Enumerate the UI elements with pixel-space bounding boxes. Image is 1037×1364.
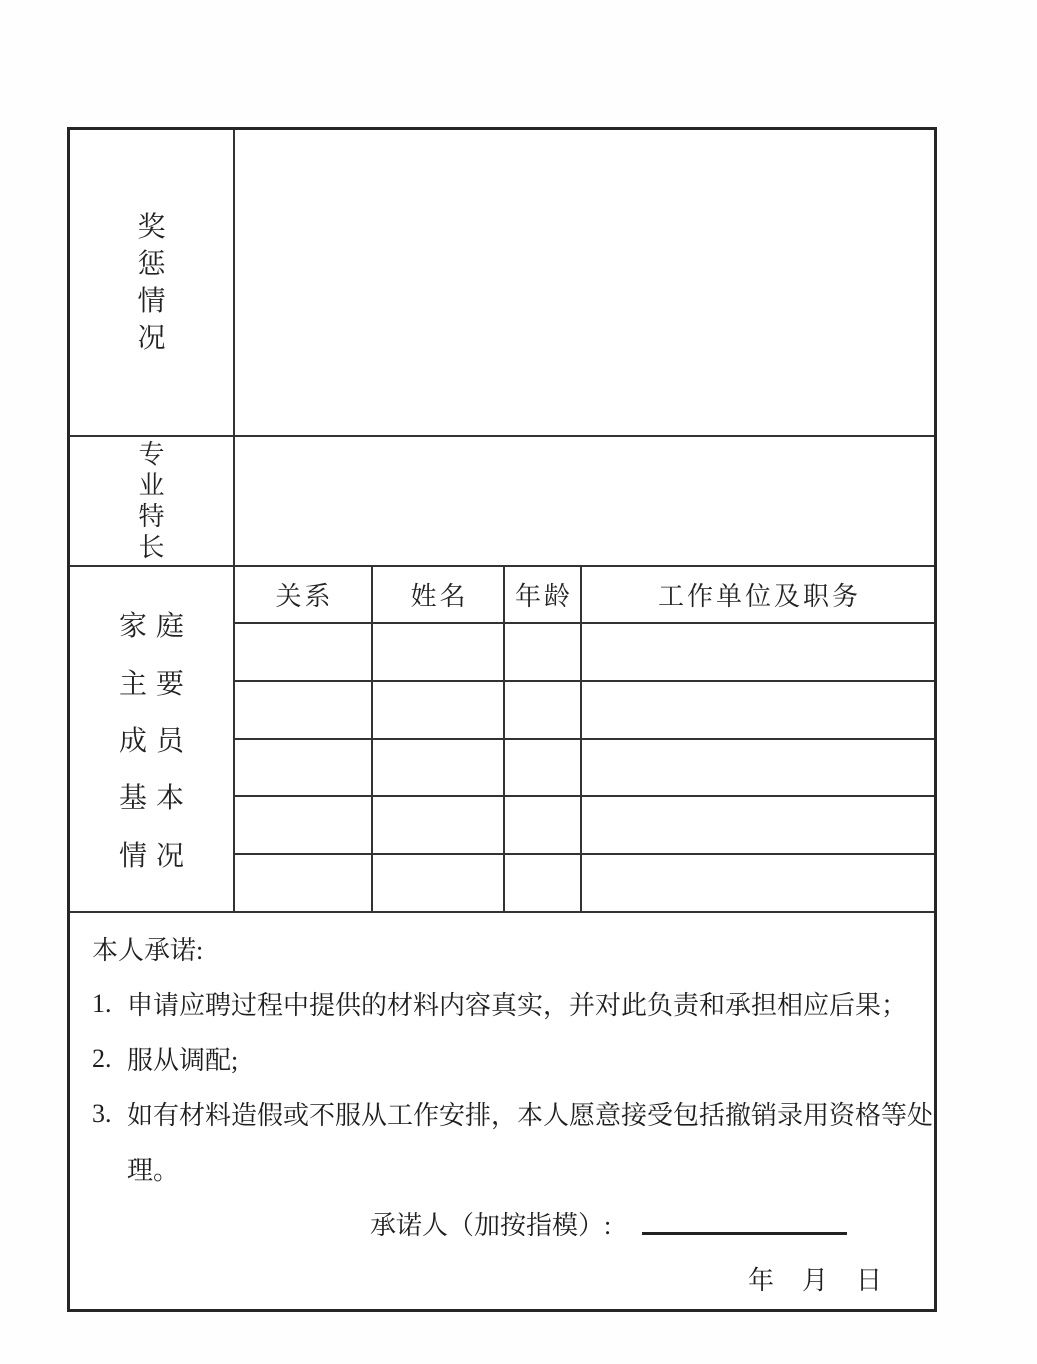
signer-label: 承诺人（加按指模）: xyxy=(370,1211,612,1240)
specialty-label-cell xyxy=(70,437,235,565)
family-label-line: 成员 xyxy=(118,725,193,757)
commitment-item-1 xyxy=(92,976,912,1031)
cell-age xyxy=(505,740,582,796)
cell-relation xyxy=(235,682,373,738)
specialty-label-char: 专 xyxy=(138,440,165,469)
family-table-row xyxy=(235,853,934,911)
family-table-header-row xyxy=(235,567,934,624)
item-number: 1. xyxy=(92,988,112,1018)
cell-name xyxy=(373,624,505,680)
rewards-label-char: 奖 xyxy=(137,211,166,243)
cell-relation xyxy=(235,855,373,911)
signature-blank-line xyxy=(642,1213,847,1235)
item-text: 如有材料造假或不服从工作安排，本人愿意接受包括撤销录用资格等处 xyxy=(127,1101,934,1130)
month-label: 月 xyxy=(801,1266,828,1295)
item-number: 2. xyxy=(92,1043,112,1073)
cell-relation xyxy=(235,624,373,680)
item-text: 服从调配; xyxy=(127,1046,239,1075)
item-number: 3. xyxy=(92,1098,112,1128)
cell-name xyxy=(373,740,505,796)
header-workunit: 工作单位及职务 xyxy=(657,582,861,611)
signer-line xyxy=(370,1196,912,1251)
rewards-label-char: 惩 xyxy=(137,248,166,280)
family-table-row xyxy=(235,795,934,853)
cell-relation xyxy=(235,740,373,796)
family-label-line: 情况 xyxy=(118,840,193,872)
item-text: 申请应聘过程中提供的材料内容真实，并对此负责和承担相应后果； xyxy=(127,991,908,1020)
cell-age xyxy=(505,682,582,738)
rewards-content-cell xyxy=(235,130,934,435)
cell-workunit xyxy=(582,740,934,796)
family-table-row xyxy=(235,738,934,796)
cell-workunit xyxy=(582,855,934,911)
commitment-item-3 xyxy=(92,1086,934,1141)
cell-workunit xyxy=(582,797,934,853)
family-label-line: 主要 xyxy=(118,668,193,700)
cell-name xyxy=(373,682,505,738)
specialty-label-char: 长 xyxy=(138,533,165,562)
application-form-table xyxy=(67,127,937,1312)
cell-relation xyxy=(235,797,373,853)
family-section xyxy=(70,565,934,911)
family-members-table xyxy=(235,567,934,911)
date-line xyxy=(92,1251,882,1306)
specialty-content-cell xyxy=(235,437,934,565)
cell-age xyxy=(505,855,582,911)
family-label-cell xyxy=(70,567,235,911)
day-label: 日 xyxy=(855,1266,882,1295)
rewards-label-char: 况 xyxy=(137,322,166,354)
item-text: 理。 xyxy=(127,1156,180,1185)
family-label-line: 基本 xyxy=(118,783,193,815)
rewards-label-char: 情 xyxy=(137,285,166,317)
commitment-item-2 xyxy=(92,1031,912,1086)
family-label-line: 家庭 xyxy=(118,611,193,643)
cell-name xyxy=(373,855,505,911)
family-table-row xyxy=(235,680,934,738)
cell-workunit xyxy=(582,682,934,738)
specialty-section xyxy=(70,435,934,565)
commitment-item-3-continuation xyxy=(92,1141,912,1196)
specialty-label-char: 业 xyxy=(138,471,165,500)
cell-workunit xyxy=(582,624,934,680)
commitment-section xyxy=(70,911,934,1309)
cell-age xyxy=(505,797,582,853)
family-table-row xyxy=(235,624,934,680)
cell-name xyxy=(373,797,505,853)
header-name: 姓名 xyxy=(373,567,505,622)
specialty-label-char: 特 xyxy=(138,502,165,531)
rewards-label-cell xyxy=(70,130,235,435)
header-age: 年龄 xyxy=(505,567,582,622)
rewards-section xyxy=(70,130,934,435)
cell-age xyxy=(505,624,582,680)
commitment-title: 本人承诺: xyxy=(92,936,204,965)
year-label: 年 xyxy=(747,1266,774,1295)
header-relation: 关系 xyxy=(235,567,373,622)
